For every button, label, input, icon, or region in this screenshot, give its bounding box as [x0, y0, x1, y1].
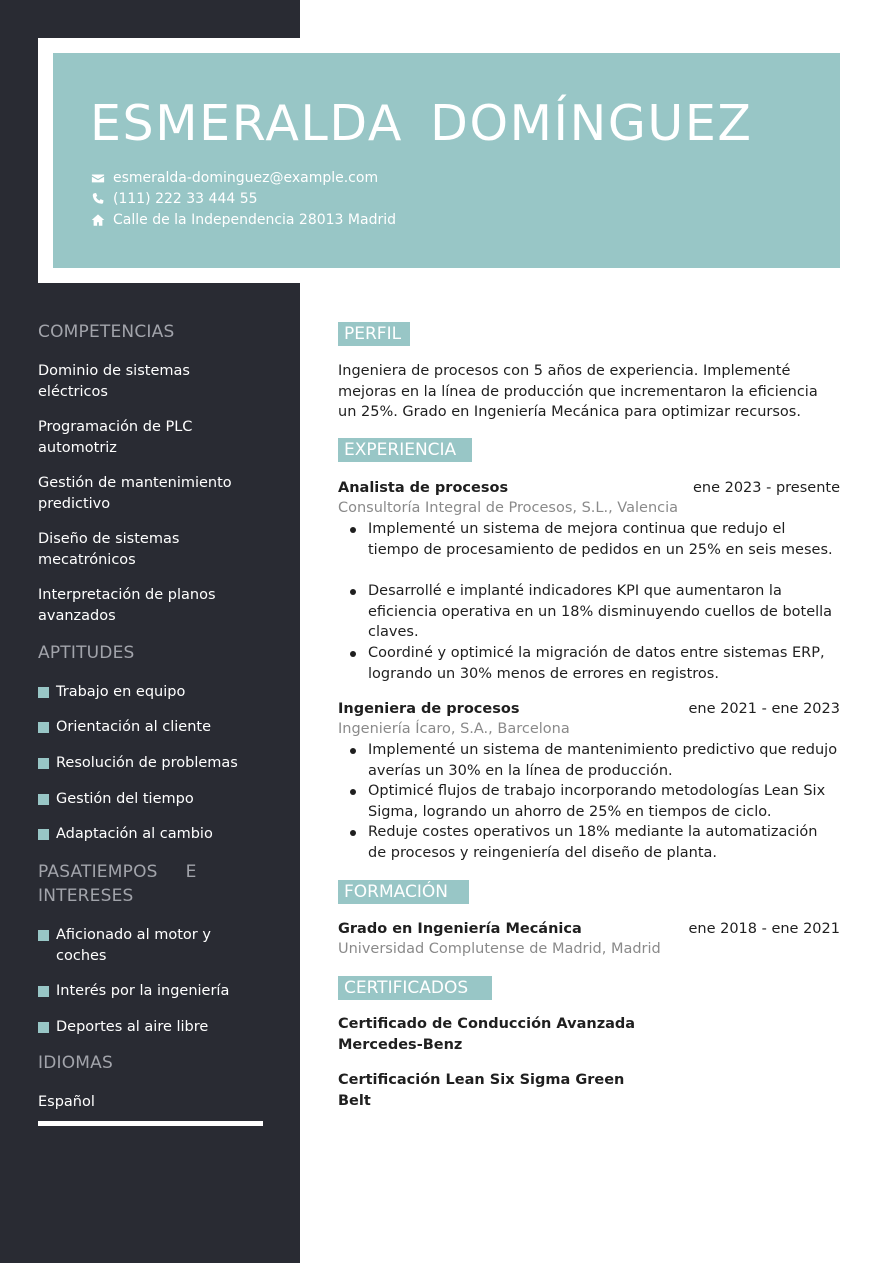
- header: [53, 53, 840, 268]
- job-dates: ene 2021 - ene 2023: [688, 701, 840, 717]
- aptitud-item: [38, 824, 263, 845]
- pasatiempo-label: Aficionado al motor y coches: [56, 927, 211, 964]
- bullet-text: Reduje costes operativos un 18% mediante la automatización de procesos y reingeniería del diseño de planta.: [368, 824, 818, 861]
- contact-address: [90, 212, 396, 228]
- idiomas-heading: IDIOMAS: [38, 1053, 113, 1073]
- bullet-text: Implementé un sistema de mantenimiento predictivo que redujo averías un 30% en la línea de producción.: [368, 742, 838, 779]
- aptitud-label: Adaptación al cambio: [56, 826, 213, 842]
- square-bullet-icon: [38, 794, 49, 805]
- envelope-icon: [90, 170, 106, 186]
- competencia-item: Diseño de sistemas mecatrónicos: [38, 531, 180, 568]
- job-title-row: [338, 478, 840, 498]
- job-role: Ingeniera de procesos: [338, 701, 520, 717]
- aptitud-label: Gestión del tiempo: [56, 791, 194, 807]
- education-row: [338, 919, 840, 939]
- competencia-item: Interpretación de planos avanzados: [38, 587, 216, 624]
- bullet-text: Implementé un sistema de mejora continua que redujo el tiempo de procesamiento de pedidos en un 25% en seis meses.: [368, 521, 833, 558]
- bullet-text: Desarrollé e implanté indicadores KPI que aumentaron la eficiencia operativa en un 18% disminuyendo cuellos de botella claves.: [368, 583, 833, 640]
- square-bullet-icon: [38, 829, 49, 840]
- job-title-row: [338, 699, 840, 719]
- pasatiempo-item: [38, 925, 263, 967]
- phone-text: (111) 222 33 444 55: [113, 191, 258, 207]
- home-icon: [90, 212, 106, 228]
- aptitud-item: [38, 717, 263, 738]
- idioma-item: Español: [38, 1094, 95, 1110]
- language-level-bar: [38, 1121, 263, 1126]
- job-role: Analista de procesos: [338, 480, 509, 496]
- bullet-dot-icon: [350, 789, 356, 795]
- aptitud-item: [38, 753, 263, 774]
- aptitudes-heading: APTITUDES: [38, 643, 135, 663]
- competencia-item: Programación de PLC automotriz: [38, 419, 193, 456]
- perfil-text: Ingeniera de procesos con 5 años de experiencia. Implementé mejoras en la línea de producción que incrementaron la eficiencia un 25%. Grado en Ingeniería Mecánica para optimizar recursos.: [338, 363, 818, 420]
- square-bullet-icon: [38, 722, 49, 733]
- certificados-heading: CERTIFICADOS: [338, 976, 492, 1000]
- pasatiempo-label: Interés por la ingeniería: [56, 983, 230, 999]
- bullet-dot-icon: [350, 527, 356, 533]
- school-name: Universidad Complutense de Madrid, Madrid: [338, 941, 661, 957]
- experiencia-heading: EXPERIENCIA: [338, 438, 472, 462]
- bullet-dot-icon: [350, 589, 356, 595]
- pasatiempo-item: [38, 1017, 263, 1038]
- pasatiempos-heading-line2: INTERESES: [38, 886, 134, 906]
- aptitud-item: [38, 682, 263, 703]
- education-dates: ene 2018 - ene 2021: [688, 921, 840, 937]
- certificate-item: Certificación Lean Six Sigma Green Belt: [338, 1072, 625, 1109]
- square-bullet-icon: [38, 758, 49, 769]
- pasatiempo-item: [38, 981, 263, 1002]
- bullet-dot-icon: [350, 830, 356, 836]
- square-bullet-icon: [38, 687, 49, 698]
- competencia-item: Gestión de mantenimiento predictivo: [38, 475, 232, 512]
- job-bullet: [368, 740, 840, 781]
- bullet-dot-icon: [350, 651, 356, 657]
- bullet-text: Optimicé flujos de trabajo incorporando metodologías Lean Six Sigma, logrando un ahorro de 25% en tiempos de ciclo.: [368, 783, 826, 820]
- certificate-item: Certificado de Conducción Avanzada Mercedes-Benz: [338, 1016, 636, 1053]
- aptitud-label: Orientación al cliente: [56, 719, 212, 735]
- square-bullet-icon: [38, 930, 49, 941]
- candidate-name: ESMERALDA DOMÍNGUEZ: [90, 95, 753, 152]
- contact-email[interactable]: [90, 170, 378, 186]
- bullet-text: Coordiné y optimicé la migración de datos entre sistemas ERP, logrando un 30% menos de errores en registros.: [368, 645, 825, 682]
- job-organization: Consultoría Integral de Procesos, S.L., Valencia: [338, 500, 679, 516]
- competencia-item: Dominio de sistemas eléctricos: [38, 363, 190, 400]
- job-bullet: [368, 781, 840, 822]
- pasatiempo-label: Deportes al aire libre: [56, 1019, 209, 1035]
- job-organization: Ingeniería Ícaro, S.A., Barcelona: [338, 721, 570, 737]
- aptitud-item: [38, 789, 263, 810]
- job-bullet: [368, 822, 840, 863]
- email-text: esmeralda-dominguez@example.com: [113, 170, 379, 186]
- job-bullet: [368, 581, 840, 643]
- competencias-heading: COMPETENCIAS: [38, 322, 175, 342]
- contact-phone[interactable]: [90, 191, 258, 207]
- job-dates: ene 2023 - presente: [692, 480, 840, 496]
- aptitud-label: Trabajo en equipo: [56, 684, 186, 700]
- phone-icon: [90, 191, 106, 207]
- pasatiempos-heading: PASATIEMPOS E: [38, 862, 197, 882]
- square-bullet-icon: [38, 986, 49, 997]
- bullet-dot-icon: [350, 748, 356, 754]
- square-bullet-icon: [38, 1022, 49, 1033]
- formacion-heading: FORMACIÓN: [338, 880, 469, 904]
- perfil-heading: PERFIL: [338, 322, 410, 346]
- job-bullet: [368, 643, 840, 684]
- address-text: Calle de la Independencia 28013 Madrid: [113, 212, 396, 228]
- aptitud-label: Resolución de problemas: [56, 755, 238, 771]
- job-bullet: [368, 519, 840, 560]
- degree-title: Grado en Ingeniería Mecánica: [338, 921, 582, 937]
